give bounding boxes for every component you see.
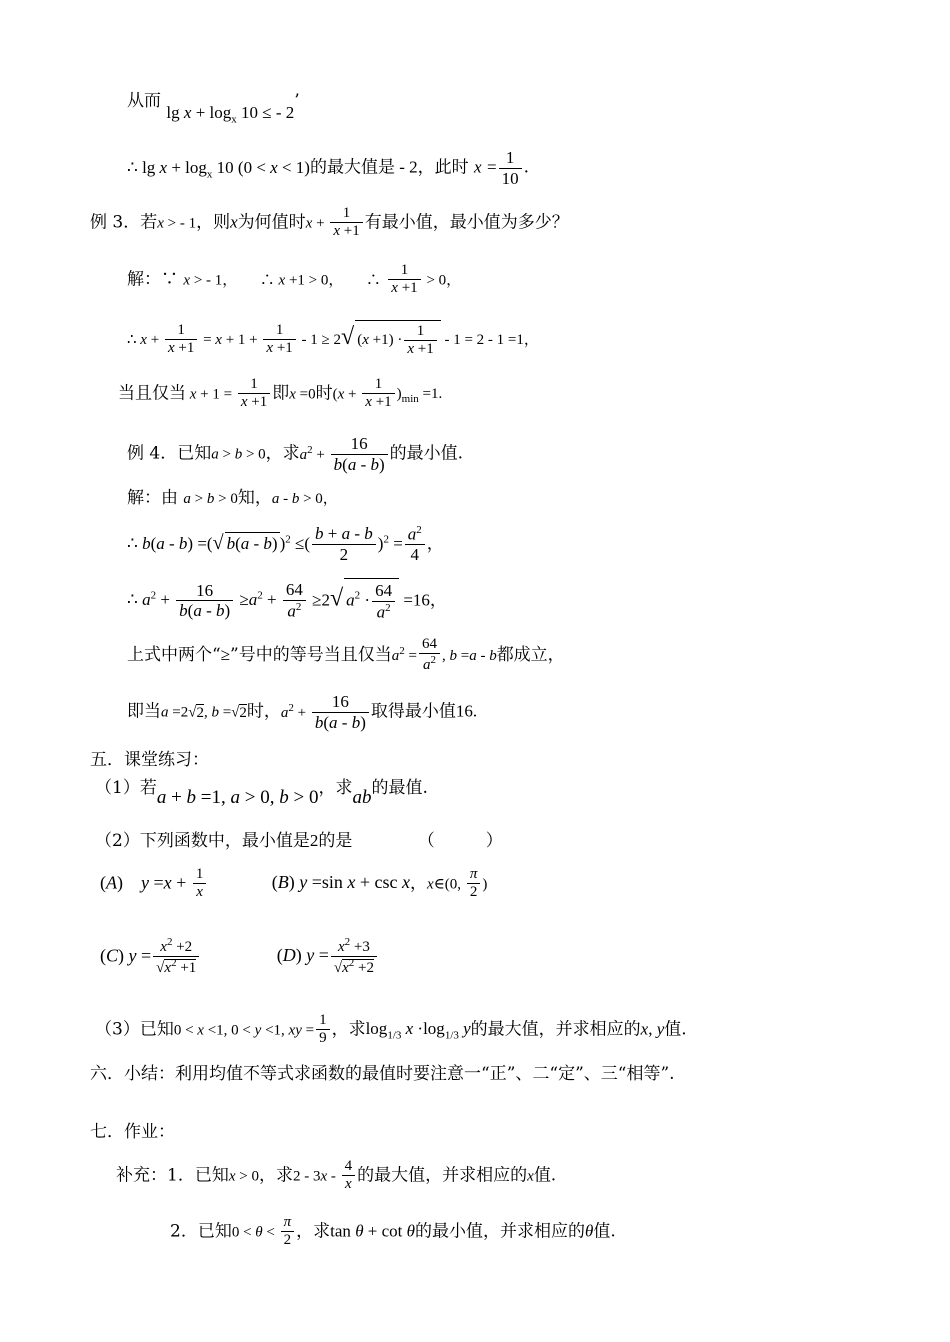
math: , b =a - b bbox=[441, 647, 497, 664]
fraction: $\frac{4}{x}$ bbox=[342, 1158, 356, 1194]
fraction: $\frac{1}{x +1}$ bbox=[238, 376, 270, 412]
math: θ bbox=[585, 1221, 594, 1241]
fraction: $\frac{1}{x +1}$ bbox=[165, 322, 197, 358]
homework-1 bbox=[116, 1158, 556, 1194]
text: ，则 bbox=[196, 212, 231, 233]
solution-4-line-1 bbox=[127, 490, 338, 507]
text: 解：由 bbox=[127, 488, 178, 508]
text: （3）已知 bbox=[95, 1019, 174, 1040]
math: )$^2$ ≤( bbox=[279, 533, 311, 553]
text: 都成立， bbox=[496, 644, 565, 665]
math: a > b > 0 bbox=[183, 491, 238, 507]
math: x bbox=[230, 212, 238, 232]
text: 的最大值是 bbox=[309, 157, 395, 178]
section-5-heading: 五．课堂练习： bbox=[90, 750, 209, 770]
option-b: (B) y =sin x + csc x bbox=[271, 872, 411, 893]
math: x =0 bbox=[289, 386, 316, 403]
math: x bbox=[474, 157, 482, 177]
text: 为何值时 bbox=[237, 212, 306, 233]
text: 知， bbox=[237, 488, 272, 508]
math: =16， bbox=[399, 590, 447, 610]
fraction: $\frac{\pi}{2}$ bbox=[467, 866, 481, 902]
math: )$_{min} =1$. bbox=[396, 386, 443, 406]
fraction: $\frac{x^2 +2}{√x^2 +1}$ bbox=[153, 936, 199, 978]
math: x bbox=[640, 1019, 649, 1039]
text: 的最大值，并求相应的 bbox=[357, 1165, 528, 1186]
text: ”号中的等号当且仅当 bbox=[230, 644, 392, 665]
math: ∴ b(a - b) =( bbox=[127, 533, 213, 553]
math: x + 1 = bbox=[189, 386, 236, 403]
math: ≥ bbox=[220, 644, 231, 664]
text: 值. bbox=[664, 1019, 687, 1040]
text: 的是 bbox=[318, 831, 353, 851]
section-7-heading: 七．作业： bbox=[90, 1122, 175, 1142]
fraction: $\frac{1}{10}$ bbox=[499, 148, 522, 188]
option-c-d bbox=[100, 936, 379, 978]
text: 时， bbox=[246, 701, 281, 722]
text-line-1: 从而 $\lg x + \log_x 10$ ≤ - 2’ bbox=[127, 91, 300, 126]
math: $\log_{1/3} x \cdot\log_{1/3}$ y bbox=[365, 1019, 471, 1042]
text: 的最值. bbox=[371, 778, 428, 798]
math: - 2 bbox=[394, 157, 418, 177]
solution-4-line-3: ∴ $a^2$ + $\frac{16}{b(a - b)}$ $\ge a^2$ + $\frac{64}{a^2}$ ≥2√ $a^2$ · $\frac{64}{a^2}$ =16， bbox=[127, 578, 447, 622]
sqrt: $a^2$ · $\frac{64}{a^2}$ bbox=[344, 578, 399, 622]
equality-note bbox=[127, 636, 565, 675]
math: )$^2$ = bbox=[377, 533, 403, 553]
option-a-b: (A) y =x + $\frac{1}{x}$ (B) y =sin x + csc x，x∈(0, $\frac{\pi}{2}$ ) bbox=[100, 866, 488, 901]
text: 时 bbox=[315, 383, 333, 404]
practice-3 bbox=[95, 1012, 687, 1048]
text: （1）若 bbox=[95, 778, 157, 798]
math: $\ge a^2$ + bbox=[235, 589, 281, 610]
math: x + bbox=[305, 215, 329, 232]
text: 即 bbox=[272, 383, 290, 404]
example-3 bbox=[90, 205, 569, 241]
text: 有最小值，最小值为多少？ bbox=[364, 212, 569, 233]
math: x > - 1， ∴ x +1 > 0， ∴ bbox=[183, 272, 381, 289]
text: 当且仅当 bbox=[118, 383, 186, 404]
practice-1 bbox=[95, 778, 428, 808]
fraction: $\frac{\pi}{2}$ bbox=[281, 1214, 295, 1250]
math: 0 < x <1, 0 < y <1, xy = bbox=[173, 1022, 315, 1039]
text: 上式中两个“ bbox=[127, 644, 221, 665]
math: 2 bbox=[309, 831, 319, 850]
math: $a^2$ = bbox=[391, 644, 417, 664]
math: x > 0 bbox=[228, 1168, 259, 1185]
math: > 0， bbox=[422, 272, 462, 289]
math: tan θ + cot θ bbox=[330, 1221, 416, 1241]
text: ，求 bbox=[258, 1165, 293, 1186]
solution-4-line-2: ∴ b(a - b) =(√ b(a - b) )$^2$ ≤( $\frac{b + a - b}{2}$ )$^2$ = $\frac{a^2}{4}$ ， bbox=[127, 524, 444, 565]
math: ∴ $\lg x + \log_x 10$ (0 < x < 1) bbox=[127, 157, 310, 180]
fraction: $\frac{1}{x +1}$ bbox=[362, 376, 394, 412]
text: ，求 bbox=[265, 443, 300, 464]
fraction: $\frac{16}{b(a - b)}$ bbox=[331, 434, 388, 474]
practice-2 bbox=[95, 832, 503, 850]
text: 从而 bbox=[127, 91, 161, 111]
text: 取得最小值 bbox=[370, 701, 456, 722]
option-a: (A) y =x + bbox=[100, 872, 191, 893]
solution-3-line-2: ∴ x + $\frac{1}{x +1}$ = x + 1 + $\frac{1}{x +1}$ - 1 ≥ 2√ (x +1) · $\frac{1}{x +1}$ - 1 = 2 - 1 =1， bbox=[127, 321, 539, 358]
text: 的最小值. bbox=[389, 443, 464, 464]
math: a + b =1, a > 0, b > 0 bbox=[156, 787, 319, 808]
example-4 bbox=[127, 434, 463, 474]
fraction: $\frac{1}{x +1}$ bbox=[263, 322, 295, 358]
math: ∴ $a^2$ + bbox=[127, 589, 175, 610]
math: x > - 1 bbox=[157, 215, 197, 232]
text: ，求 bbox=[331, 1019, 366, 1040]
math: x bbox=[527, 1168, 534, 1185]
text: ，此时 bbox=[417, 157, 469, 178]
sqrt: b(a - b) bbox=[226, 533, 278, 553]
text: 例 4．已知 bbox=[127, 443, 212, 464]
answer-blank: （ ） bbox=[417, 831, 503, 851]
math: $a^2$ + bbox=[280, 701, 310, 721]
option-c: (C) y = bbox=[100, 945, 152, 966]
text: 的最小值，并求相应的 bbox=[415, 1221, 586, 1242]
fraction: $\frac{16}{b(a - b)}$ bbox=[312, 692, 369, 732]
math: = x + 1 + bbox=[199, 332, 262, 349]
fraction: $\frac{64}{a^2}$ bbox=[419, 636, 440, 675]
section-6-summary: 六．小结：利用均值不等式求函数的最值时要注意一“正”、二“定”、三“相等”. bbox=[90, 1064, 675, 1084]
fraction: $\frac{16}{b(a - b)}$ bbox=[176, 581, 233, 621]
text: 即当 bbox=[127, 701, 161, 722]
math: $a^2$ + bbox=[299, 443, 329, 463]
text: 的最大值，并求相应的 bbox=[470, 1019, 641, 1040]
math: ) bbox=[482, 876, 488, 893]
math: y bbox=[656, 1019, 665, 1039]
fraction: $\frac{64}{a^2}$ bbox=[283, 580, 306, 621]
math: = bbox=[486, 157, 497, 177]
homework-2 bbox=[170, 1214, 616, 1250]
text-line-2: ∴ $\lg x + \log_x 10$ (0 < x < 1)的最大值是 - 2，此时 x = $\frac{1}{10}$ . bbox=[127, 148, 529, 188]
text: 值. bbox=[593, 1221, 616, 1242]
text: 2．已知 bbox=[170, 1221, 232, 1242]
math: ab bbox=[352, 787, 372, 808]
text: 值. bbox=[533, 1165, 557, 1186]
math: ≥2 bbox=[307, 590, 330, 610]
math: 0 < θ < bbox=[231, 1224, 279, 1241]
fraction: $\frac{1}{x +1}$ bbox=[330, 205, 362, 241]
when-line bbox=[127, 692, 477, 732]
math: 16. bbox=[455, 701, 478, 721]
math: - 1 = 2 - 1 =1， bbox=[440, 332, 539, 349]
text: （2）下列函数中，最小值是 bbox=[95, 831, 310, 851]
math: , bbox=[648, 1019, 657, 1039]
text: 补充：1．已知 bbox=[116, 1165, 229, 1186]
text: ，求 bbox=[296, 1221, 331, 1242]
math: ∴ x + bbox=[127, 332, 163, 349]
math: - 1 ≥ 2 bbox=[297, 332, 342, 349]
fraction: $\frac{1}{x +1}$ bbox=[388, 262, 420, 298]
math: 2 - 3x - bbox=[292, 1168, 340, 1185]
text: 例 3．若 bbox=[90, 212, 158, 233]
math: a =2√2, b =√2 bbox=[161, 704, 247, 721]
solution-3-line-3 bbox=[118, 376, 442, 412]
math: $\lg x + \log_x 10$ ≤ - 2 bbox=[166, 103, 295, 126]
solution-3-line-1 bbox=[127, 262, 461, 298]
math: a > b > 0 bbox=[211, 446, 266, 463]
math: x∈(0, bbox=[427, 876, 465, 893]
fraction: $\frac{1}{9}$ bbox=[316, 1012, 330, 1048]
fraction: $\frac{x^2 +3}{√x^2 +2}$ bbox=[331, 936, 377, 978]
fraction: $\frac{1}{x}$ bbox=[193, 866, 207, 902]
text: 解：∵ bbox=[127, 269, 178, 290]
sqrt: (x +1) · $\frac{1}{x +1}$ bbox=[355, 320, 441, 359]
fraction: $\frac{a^2}{4}$ bbox=[405, 524, 425, 565]
option-d: (D) y = bbox=[276, 945, 329, 966]
fraction: $\frac{b + a - b}{2}$ bbox=[312, 524, 376, 564]
math: (x + bbox=[332, 386, 361, 403]
math: ， bbox=[426, 533, 444, 553]
text: ，求 bbox=[318, 778, 353, 798]
math: a - b > 0， bbox=[271, 491, 338, 507]
